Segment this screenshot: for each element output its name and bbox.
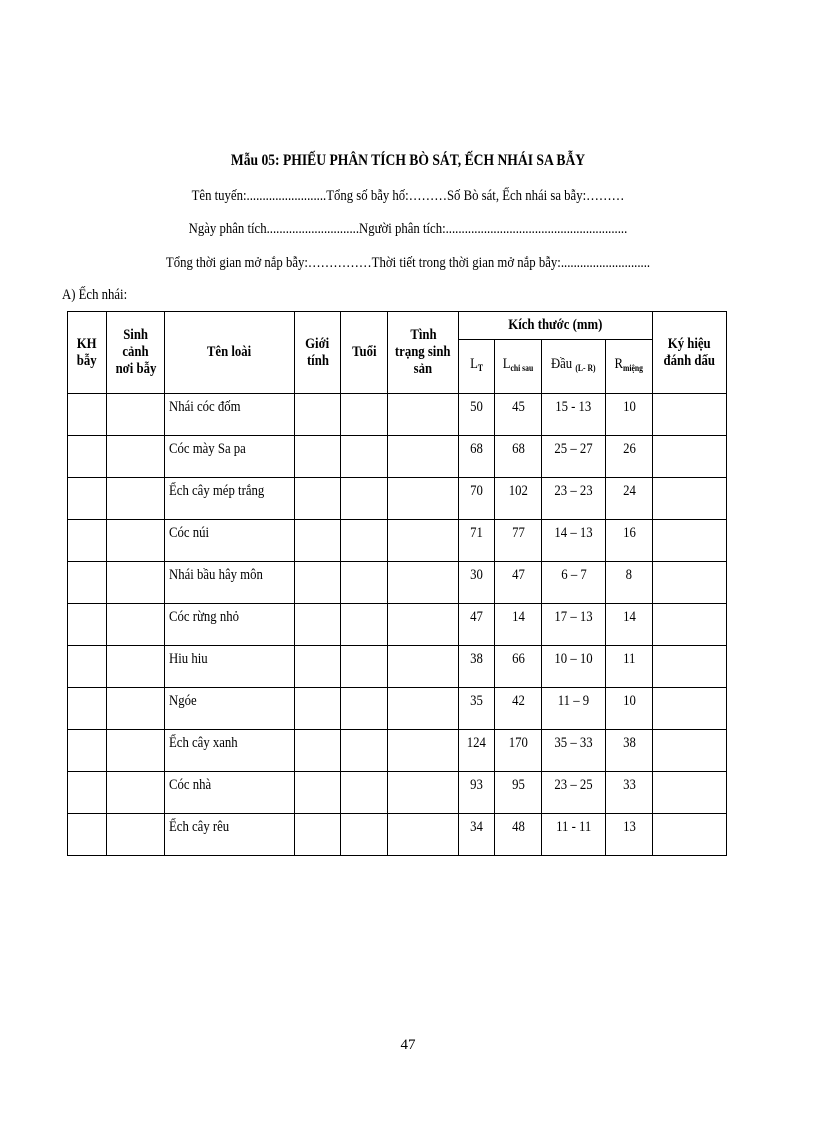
cell-r-mieng: 10: [606, 394, 653, 436]
table-row: [68, 814, 727, 856]
cell-species-name: Cóc mày Sa pa: [165, 436, 295, 478]
cell-tinh-trang: [388, 814, 459, 856]
cell-ky-hieu: [653, 730, 727, 772]
cell-species-name: Hiu hiu: [165, 646, 295, 688]
header-lt: $L_T$: [459, 340, 495, 394]
cell-tinh-trang: [388, 604, 459, 646]
cell-tuoi: [341, 772, 388, 814]
table-row: [68, 730, 727, 772]
cell-species-name: Nhái cóc đốm: [165, 394, 295, 436]
cell-r-mieng: 33: [606, 772, 653, 814]
cell-ky-hieu: [653, 520, 727, 562]
cell-tuoi: [341, 814, 388, 856]
cell-sinh-canh: [107, 394, 165, 436]
cell-l-chi-sau: 77: [495, 520, 542, 562]
cell-kh-bay: [68, 478, 107, 520]
cell-gioi-tinh: [295, 478, 341, 520]
cell-kh-bay: [68, 688, 107, 730]
cell-tinh-trang: [388, 772, 459, 814]
cell-l-chi-sau: 68: [495, 436, 542, 478]
cell-dau: 11 – 9: [542, 688, 606, 730]
table-row: [68, 562, 727, 604]
cell-l-chi-sau: 66: [495, 646, 542, 688]
trap-time-line: Tổng thời gian mở nắp bẫy:……………Thời tiết trong thời gian mở nắp bẫy:............................: [165, 255, 651, 271]
cell-ky-hieu: [653, 688, 727, 730]
cell-ky-hieu: [653, 772, 727, 814]
cell-tuoi: [341, 688, 388, 730]
cell-tinh-trang: [388, 646, 459, 688]
header-ten-loai: Tên loài: [165, 312, 295, 394]
cell-tuoi: [341, 562, 388, 604]
cell-lt: 70: [459, 478, 495, 520]
header-r-mieng: $R_{miệng}$: [606, 340, 653, 394]
header-tinh-trang: Tình trạng sinh sản: [388, 312, 459, 394]
cell-ky-hieu: [653, 814, 727, 856]
cell-l-chi-sau: 47: [495, 562, 542, 604]
cell-kh-bay: [68, 562, 107, 604]
cell-lt: 68: [459, 436, 495, 478]
cell-kh-bay: [68, 814, 107, 856]
cell-tinh-trang: [388, 436, 459, 478]
cell-ky-hieu: [653, 562, 727, 604]
page-number: 47: [400, 1037, 416, 1053]
cell-species-name: Nhái bầu hây môn: [165, 562, 295, 604]
cell-dau: 17 – 13: [542, 604, 606, 646]
cell-sinh-canh: [107, 436, 165, 478]
cell-kh-bay: [68, 394, 107, 436]
cell-l-chi-sau: 95: [495, 772, 542, 814]
cell-dau: 23 – 23: [542, 478, 606, 520]
cell-kh-bay: [68, 646, 107, 688]
cell-l-chi-sau: 14: [495, 604, 542, 646]
cell-tinh-trang: [388, 562, 459, 604]
table-row: [68, 604, 727, 646]
cell-ky-hieu: [653, 436, 727, 478]
cell-tuoi: [341, 436, 388, 478]
cell-l-chi-sau: 45: [495, 394, 542, 436]
analysis-table: [67, 311, 727, 856]
cell-species-name: Cóc nhà: [165, 772, 295, 814]
cell-gioi-tinh: [295, 814, 341, 856]
cell-r-mieng: 24: [606, 478, 653, 520]
cell-gioi-tinh: [295, 520, 341, 562]
cell-r-mieng: 38: [606, 730, 653, 772]
cell-tuoi: [341, 646, 388, 688]
cell-dau: 14 – 13: [542, 520, 606, 562]
cell-species-name: Ếch cây mép trắng: [165, 478, 295, 520]
cell-gioi-tinh: [295, 688, 341, 730]
cell-ky-hieu: [653, 604, 727, 646]
cell-tinh-trang: [388, 688, 459, 730]
cell-tuoi: [341, 394, 388, 436]
cell-sinh-canh: [107, 520, 165, 562]
cell-r-mieng: 16: [606, 520, 653, 562]
cell-species-name: Cóc núi: [165, 520, 295, 562]
header-ky-hieu: Ký hiệu đánh dấu: [653, 312, 727, 394]
cell-sinh-canh: [107, 562, 165, 604]
cell-tuoi: [341, 604, 388, 646]
cell-r-mieng: 10: [606, 688, 653, 730]
cell-lt: 35: [459, 688, 495, 730]
cell-tinh-trang: [388, 730, 459, 772]
cell-lt: 71: [459, 520, 495, 562]
cell-gioi-tinh: [295, 730, 341, 772]
table-row: [68, 688, 727, 730]
cell-lt: 50: [459, 394, 495, 436]
cell-tuoi: [341, 730, 388, 772]
cell-gioi-tinh: [295, 436, 341, 478]
cell-kh-bay: [68, 730, 107, 772]
cell-sinh-canh: [107, 604, 165, 646]
form-title: Mẫu 05: PHIẾU PHÂN TÍCH BÒ SÁT, ẾCH NHÁI SA BẪY: [230, 152, 586, 169]
cell-r-mieng: 11: [606, 646, 653, 688]
cell-tuoi: [341, 478, 388, 520]
cell-species-name: Ếch cây xanh: [165, 730, 295, 772]
cell-dau: 11 - 11: [542, 814, 606, 856]
cell-lt: 34: [459, 814, 495, 856]
cell-gioi-tinh: [295, 772, 341, 814]
cell-kh-bay: [68, 604, 107, 646]
table-row: [68, 520, 727, 562]
header-l-chi-sau: $L_{chi sau}$: [495, 340, 542, 394]
cell-lt: 93: [459, 772, 495, 814]
cell-l-chi-sau: 42: [495, 688, 542, 730]
cell-species-name: Cóc rừng nhỏ: [165, 604, 295, 646]
cell-tinh-trang: [388, 520, 459, 562]
cell-dau: 25 – 27: [542, 436, 606, 478]
cell-gioi-tinh: [295, 646, 341, 688]
route-info-line: Tên tuyến:.........................Tổng số bẫy hố:………Số Bò sát, Ếch nhái sa bẫy:………: [191, 188, 625, 204]
cell-sinh-canh: [107, 730, 165, 772]
table-body: [68, 394, 727, 856]
cell-lt: 38: [459, 646, 495, 688]
cell-dau: 35 – 33: [542, 730, 606, 772]
cell-sinh-canh: [107, 646, 165, 688]
cell-lt: 30: [459, 562, 495, 604]
cell-l-chi-sau: 170: [495, 730, 542, 772]
cell-gioi-tinh: [295, 394, 341, 436]
cell-sinh-canh: [107, 772, 165, 814]
cell-dau: 23 – 25: [542, 772, 606, 814]
cell-r-mieng: 26: [606, 436, 653, 478]
cell-ky-hieu: [653, 478, 727, 520]
cell-lt: 47: [459, 604, 495, 646]
cell-dau: 6 – 7: [542, 562, 606, 604]
table-row: [68, 394, 727, 436]
table-row: [68, 478, 727, 520]
cell-l-chi-sau: 48: [495, 814, 542, 856]
header-tuoi: Tuổi: [341, 312, 388, 394]
header-kich-thuoc: Kích thước (mm): [459, 312, 653, 340]
cell-l-chi-sau: 102: [495, 478, 542, 520]
table-row: [68, 772, 727, 814]
cell-lt: 124: [459, 730, 495, 772]
cell-species-name: Ngóe: [165, 688, 295, 730]
cell-dau: 10 – 10: [542, 646, 606, 688]
section-label: A) Ếch nhái:: [62, 287, 128, 303]
cell-r-mieng: 14: [606, 604, 653, 646]
header-sinh-canh: Sinh cảnh nơi bẫy: [107, 312, 165, 394]
cell-r-mieng: 8: [606, 562, 653, 604]
cell-kh-bay: [68, 772, 107, 814]
cell-ky-hieu: [653, 394, 727, 436]
cell-ky-hieu: [653, 646, 727, 688]
cell-sinh-canh: [107, 688, 165, 730]
cell-tuoi: [341, 520, 388, 562]
table-row: [68, 646, 727, 688]
table-row: [68, 436, 727, 478]
cell-kh-bay: [68, 436, 107, 478]
cell-sinh-canh: [107, 814, 165, 856]
cell-sinh-canh: [107, 478, 165, 520]
header-dau: Đầu $_{(L- R)}$: [542, 340, 606, 394]
cell-gioi-tinh: [295, 604, 341, 646]
cell-tinh-trang: [388, 394, 459, 436]
cell-dau: 15 - 13: [542, 394, 606, 436]
analysis-info-line: Ngày phân tích.............................Người phân tích:.........................................................: [188, 221, 628, 237]
header-kh-bay: KH bẫy: [68, 312, 107, 394]
header-gioi-tinh: Giới tính: [295, 312, 341, 394]
cell-kh-bay: [68, 520, 107, 562]
cell-gioi-tinh: [295, 562, 341, 604]
cell-species-name: Ếch cây rêu: [165, 814, 295, 856]
cell-r-mieng: 13: [606, 814, 653, 856]
cell-tinh-trang: [388, 478, 459, 520]
